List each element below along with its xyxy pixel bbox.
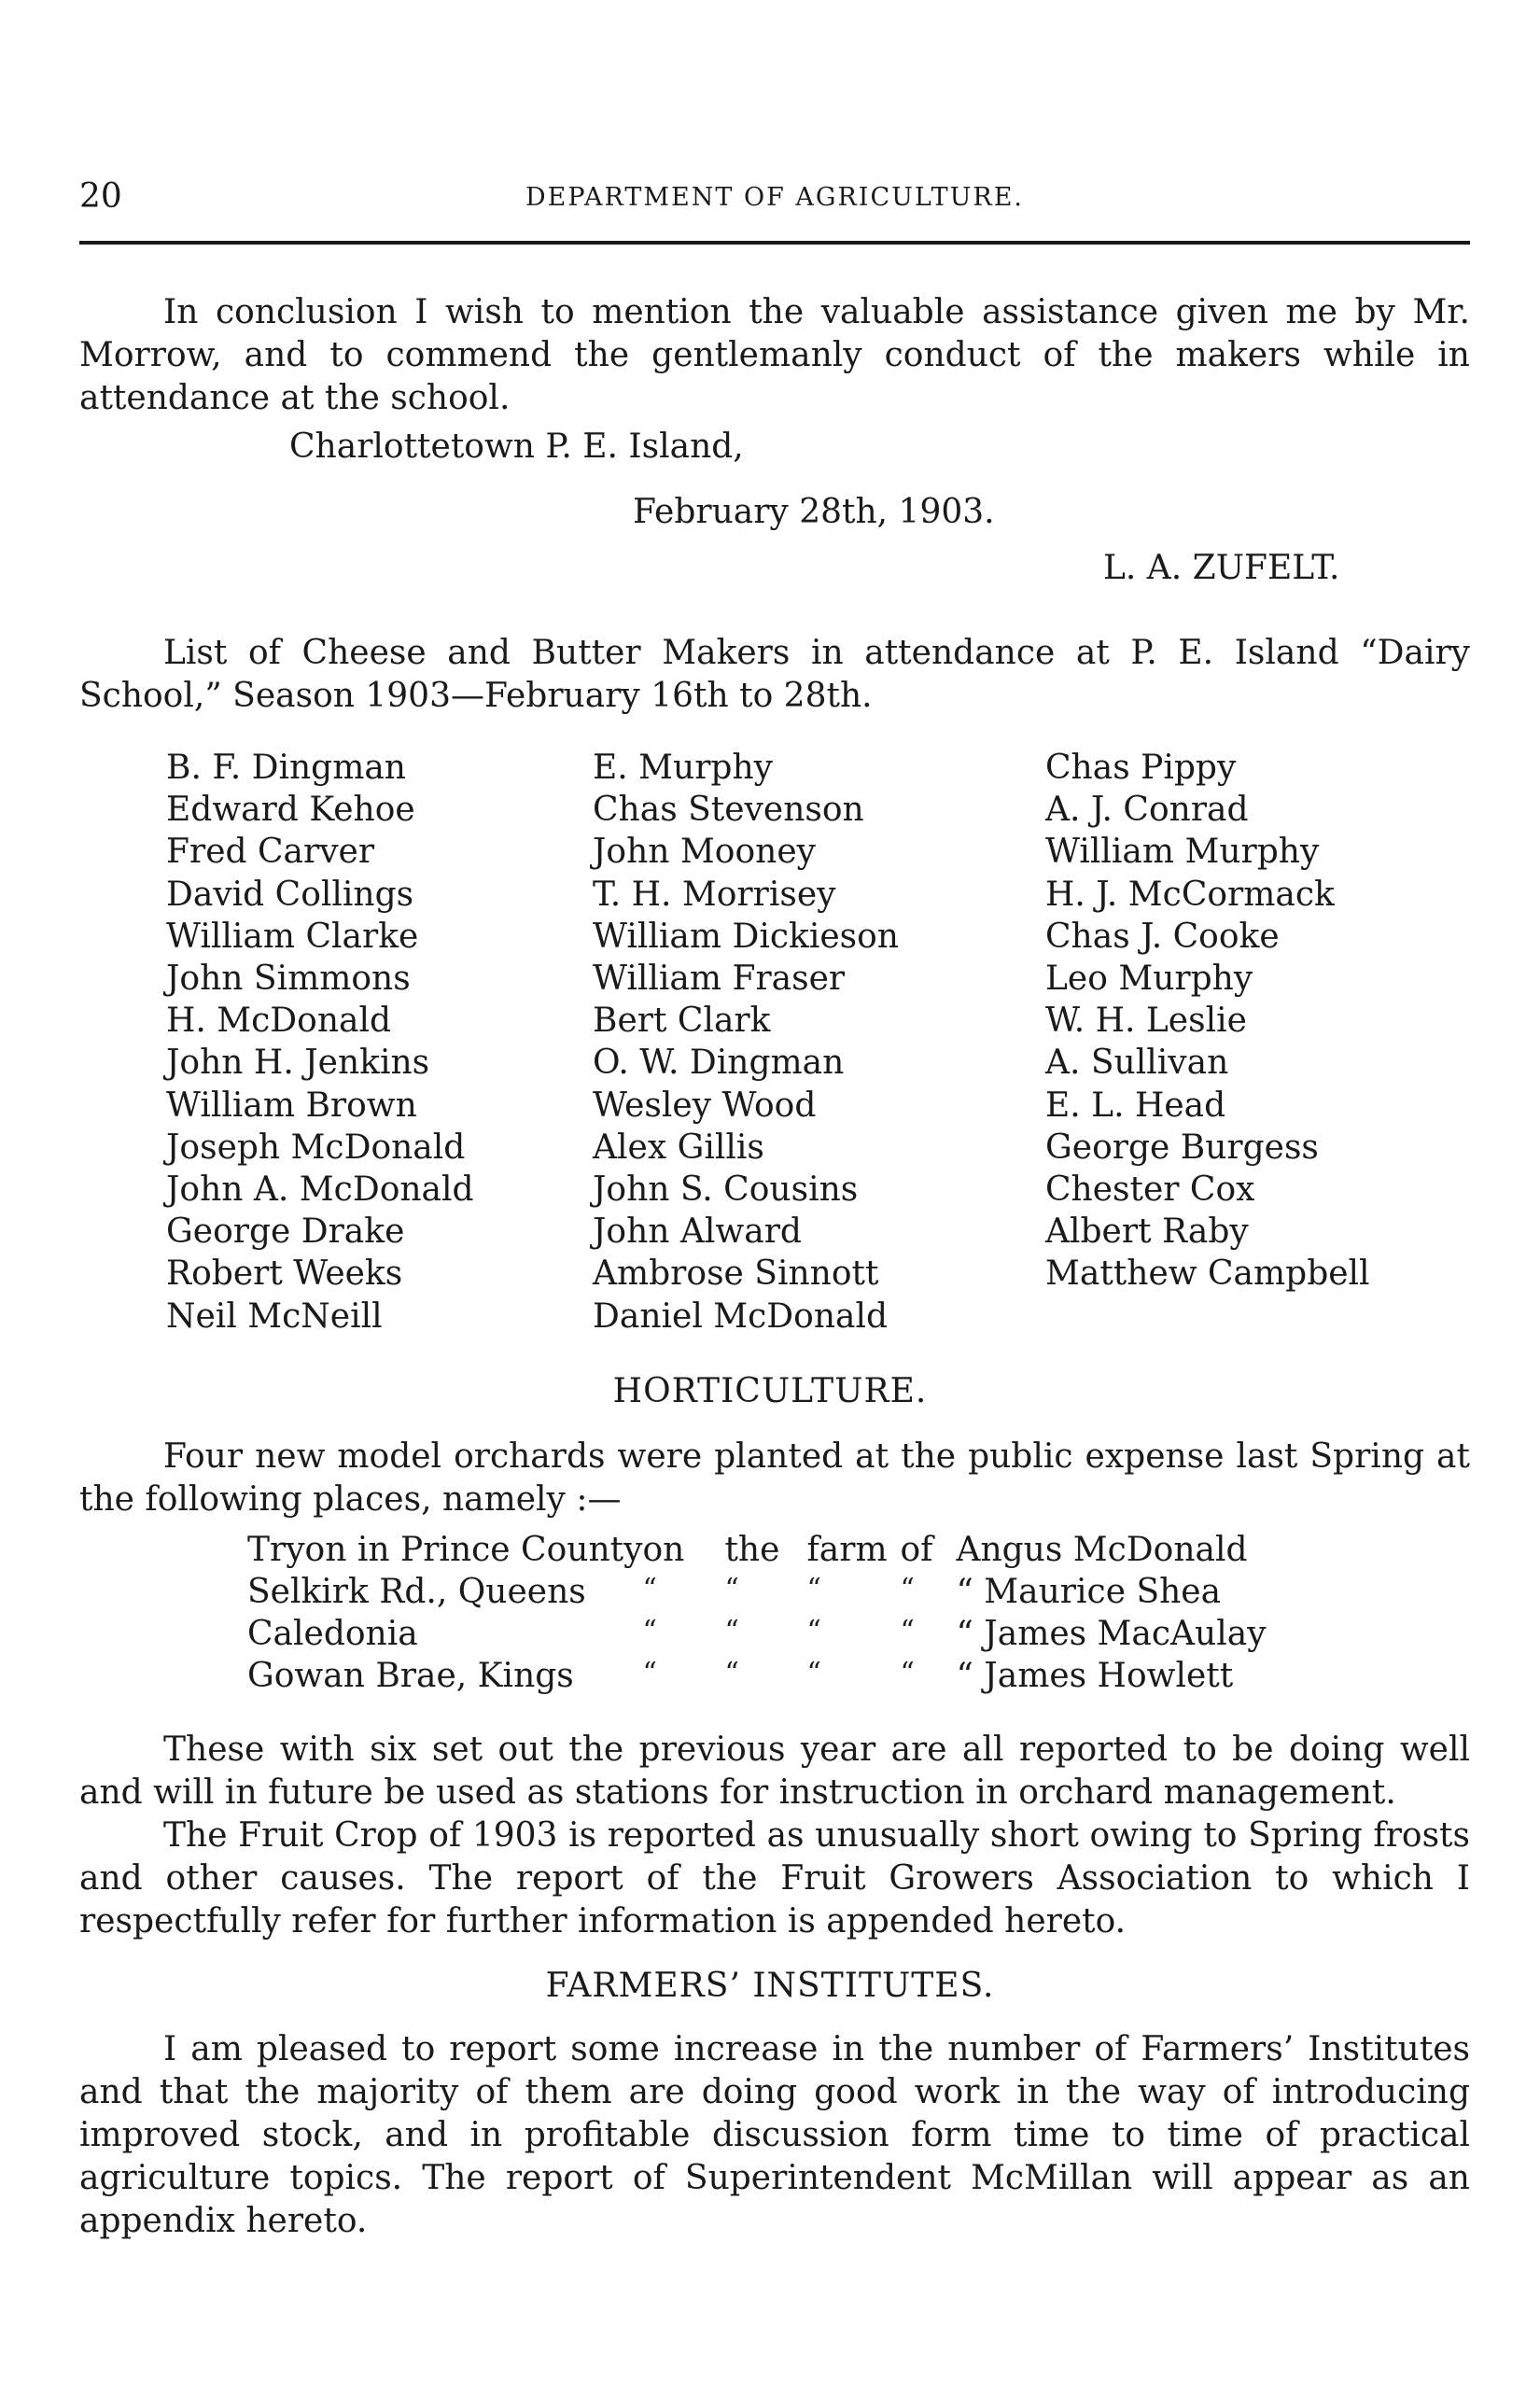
page-header (79, 177, 1470, 224)
orchard-ditto: “ (900, 1573, 915, 1605)
maker-name: A. J. Conrad (1045, 791, 1249, 830)
maker-name: E. L. Head (1045, 1086, 1226, 1125)
orchard-word: farm (806, 1531, 888, 1569)
maker-name: Neil McNeill (166, 1296, 383, 1336)
maker-name: W. H. Leslie (1045, 1002, 1247, 1041)
farmers-institutes-paragraph: I am pleased to report some increase in the number of Farmers’ Institutes and that the majority of them are doing good work in the way of introducing improved stock, and in profitable discussion form time to time of practical agriculture topics. The report of Superintendent McMillan will appear as an appendix hereto. (79, 2030, 1470, 2240)
maker-name: John Alward (593, 1212, 802, 1252)
maker-name: Albert Raby (1045, 1212, 1249, 1252)
letter-place: Charlottetown P. E. Island, (289, 427, 744, 466)
maker-name: Chester Cox (1045, 1170, 1255, 1210)
maker-name: Robert Weeks (166, 1254, 403, 1294)
maker-name: H. McDonald (166, 1002, 392, 1041)
maker-name: William Dickieson (593, 917, 899, 956)
letter-date: February 28th, 1903. (633, 493, 995, 531)
orchard-ditto: “ (806, 1573, 821, 1605)
orchard-word: of (900, 1531, 933, 1569)
orchard-row (247, 1531, 1267, 1573)
maker-name: David Collings (166, 875, 414, 914)
orchard-ditto: “ (642, 1615, 657, 1647)
maker-name: B. F. Dingman (166, 749, 406, 787)
makers-column-1 (166, 747, 474, 1338)
orchard-owner: Angus McDonald (956, 1531, 1248, 1569)
maker-name: Alex Gillis (593, 1128, 764, 1167)
orchard-ditto: “ (642, 1573, 657, 1605)
orchard-word: on (642, 1531, 685, 1569)
orchard-ditto: “ (900, 1615, 915, 1647)
header-rule (79, 241, 1470, 245)
maker-name: T. H. Morrisey (593, 875, 836, 914)
horticulture-heading: HORTICULTURE. (612, 1372, 928, 1410)
maker-name: O. W. Dingman (593, 1044, 845, 1083)
maker-name: Bert Clark (593, 1002, 771, 1041)
maker-name: John S. Cousins (593, 1170, 859, 1210)
orchard-ditto: “ (724, 1615, 739, 1647)
maker-name: John H. Jenkins (166, 1044, 430, 1083)
orchard-place: Caledonia (247, 1615, 418, 1653)
orchard-ditto: “ (642, 1657, 657, 1689)
orchard-ditto: “ (724, 1657, 739, 1689)
maker-name: Ambrose Sinnott (593, 1254, 879, 1294)
orchard-ditto: “ (806, 1615, 821, 1647)
maker-name: William Murphy (1045, 833, 1320, 872)
maker-name: Leo Murphy (1045, 960, 1253, 999)
orchard-owner: “ Maurice Shea (956, 1573, 1222, 1611)
maker-name: Chas Pippy (1045, 749, 1237, 787)
maker-name: George Drake (166, 1212, 405, 1252)
maker-name: William Fraser (593, 960, 846, 999)
orchard-ditto: “ (806, 1657, 821, 1689)
maker-name: Wesley Wood (593, 1086, 817, 1125)
maker-name: George Burgess (1045, 1128, 1319, 1167)
orchard-ditto: “ (724, 1573, 739, 1605)
fruit-crop-paragraph: The Fruit Crop of 1903 is reported as unusually short owing to Spring frosts and other causes. The report of the Fruit Growers Association to which I respectfully refer for further information is appended hereto. (79, 1816, 1470, 1941)
maker-name: John Mooney (593, 833, 816, 872)
orchard-ditto: “ (900, 1657, 915, 1689)
makers-list-intro: List of Cheese and Butter Makers in attendance at P. E. Island “Dairy School,” Season 1903—February 16th to 28th. (79, 634, 1470, 715)
maker-name: Matthew Campbell (1045, 1254, 1370, 1294)
horticulture-intro: Four new model orchards were planted at the public expense last Spring at the following places, namely :— (79, 1437, 1470, 1519)
orchard-row (247, 1615, 1267, 1657)
farmers-institutes-heading: FARMERS’ INSTITUTES. (545, 1967, 995, 2005)
maker-name: E. Murphy (593, 749, 773, 787)
running-head: DEPARTMENT OF AGRICULTURE. (525, 183, 1025, 212)
makers-column-2 (593, 747, 899, 1338)
maker-name: Chas J. Cooke (1045, 917, 1280, 956)
makers-column-3 (1045, 747, 1370, 1296)
conclusion-paragraph: In conclusion I wish to mention the valuable assistance given me by Mr. Morrow, and to commend the gentlemanly conduct of the makers while in attendance at the school. (79, 293, 1470, 417)
orchard-owner: “ James MacAulay (956, 1615, 1267, 1653)
maker-name: Fred Carver (166, 833, 375, 872)
orchard-place: Gowan Brae, Kings (247, 1657, 574, 1695)
orchard-place: Tryon in Prince County (247, 1531, 643, 1569)
maker-name: John A. McDonald (166, 1170, 474, 1210)
maker-name: Edward Kehoe (166, 791, 415, 830)
orchard-word: the (724, 1531, 780, 1569)
orchard-row (247, 1573, 1267, 1615)
maker-name: A. Sullivan (1045, 1044, 1229, 1083)
orchard-row (247, 1657, 1267, 1699)
maker-name: William Brown (166, 1086, 417, 1125)
orchards-table (247, 1531, 1267, 1699)
page-number: 20 (79, 177, 122, 216)
maker-name: John Simmons (166, 960, 411, 999)
maker-name: William Clarke (166, 917, 419, 956)
orchard-owner: “ James Howlett (956, 1657, 1234, 1695)
maker-name: Daniel McDonald (593, 1296, 889, 1336)
maker-name: Chas Stevenson (593, 791, 864, 830)
maker-name: Joseph McDonald (166, 1128, 466, 1167)
signature: L. A. ZUFELT. (1103, 549, 1340, 587)
maker-name: H. J. McCormack (1045, 875, 1335, 914)
orchard-place: Selkirk Rd., Queens (247, 1573, 586, 1611)
orchards-status-paragraph: These with six set out the previous year are all reported to be doing well and will in future be used as stations for instruction in orchard management. (79, 1730, 1470, 1812)
